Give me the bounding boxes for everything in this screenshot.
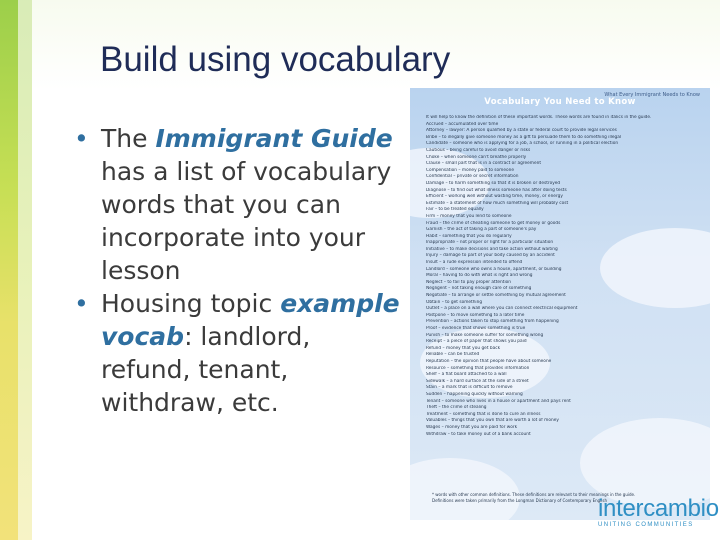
poster-vocab-list <box>426 115 698 438</box>
left-stripe-light-decoration <box>18 0 32 540</box>
poster-vocab-line: Sidewalk – a hard surface at the side of a street <box>426 378 529 384</box>
poster-vocab-line: Prevention – actions taken to stop something from happening <box>426 319 559 325</box>
poster-vocab-line: Bribe – to illegally give someone money as a gift to persuade them to do something illegal <box>426 134 622 140</box>
poster-vocab-line: Cautious – being careful to avoid danger or risks <box>426 147 531 153</box>
poster-vocab-line: Tenant – someone who lives in a house or apartment and pays rent <box>426 398 571 404</box>
poster-vocab-line: Punish – to make someone suffer for something wrong <box>426 332 544 338</box>
bullet-2-emphasis: example vocab <box>101 289 400 351</box>
poster-vocab-line: Inappropriate – not proper or right for a particular situation <box>426 240 554 246</box>
poster-vocab-line: Damage – to harm something so that it is broken or destroyed <box>426 180 561 186</box>
poster-vocab-line: Attorney – lawyer: A person qualified by a state or federal court to provide legal services <box>426 128 617 134</box>
poster-vocab-line: It will help to know the definition of these important words. These words are found in italics in the guide. <box>426 115 652 120</box>
poster-subtitle: What Every Immigrant Needs to Know <box>604 92 700 98</box>
poster-vocab-line: Initiative – to make decisions and take action without waiting <box>426 246 558 252</box>
bullet-2-rest: : landlord, refund, tenant, withdraw, etc. <box>101 322 311 417</box>
poster-vocab-line: Injury – damage to part of your body caused by an accident <box>426 253 555 259</box>
poster-vocab-line: Obtain – to get something <box>426 299 483 305</box>
poster-vocab-line: Wages – money that you are paid for work <box>426 424 518 430</box>
poster-vocab-line: Fair – to be treated equally <box>426 207 484 213</box>
poster-vocab-line: Compensation – money paid to someone <box>426 167 515 173</box>
bullet-item-housing-vocab <box>74 287 404 419</box>
poster-vocab-line: Proof – evidence that shows something is true <box>426 326 526 331</box>
poster-vocab-line: Postpone – to move something to a later time <box>426 312 525 318</box>
poster-vocab-line: Moral – having to do with what is right and wrong <box>426 273 533 279</box>
slide-title: Build using vocabulary <box>100 40 451 79</box>
bullet-item-immigrant-guide <box>74 122 404 287</box>
poster-vocab-line: Refund – money that you get back <box>426 345 501 351</box>
poster-vocab-line: Clause – small part that is in a contract or agreement <box>426 161 542 167</box>
poster-vocab-line: Diagnose – to find out what illness someone has after doing tests <box>426 187 567 193</box>
poster-vocab-line: Theft – the crime of stealing <box>426 405 487 411</box>
poster-vocab-line: Reliable – can be trusted <box>426 352 480 358</box>
logo-name: intercambio <box>598 495 719 522</box>
poster-vocab-line: Garnish – the act of taking a part of someone's pay <box>426 227 537 233</box>
poster-vocab-line: Negligent – not taking enough care of something <box>426 286 532 292</box>
poster-vocab-line: Estimate – a statement of how much something will probably cost <box>426 200 569 206</box>
cloud-shape <box>410 458 520 520</box>
poster-vocab-line: Neglect – to fail to pay proper attention <box>426 279 512 285</box>
poster-vocab-line: Shelf – a flat board attached to a wall <box>426 372 507 378</box>
poster-vocab-line: Candidate – someone who is applying for a job, a school, or running in a political election <box>426 141 619 147</box>
bullet-2-prefix: Housing topic <box>101 289 281 318</box>
poster-vocab-line: Stain – a mark that is difficult to remove <box>426 385 513 391</box>
poster-vocab-line: Outlet – a place on a wall where you can connect electrical equipment <box>426 306 578 312</box>
intercambio-logo <box>598 495 719 528</box>
poster-vocab-line: Sudden – happening quickly without warning <box>426 391 523 397</box>
poster-footnote-1: * words with other common definitions. These definitions are relevant to their meanings in the guide. <box>432 492 636 497</box>
poster-vocab-line: Receipt – a piece of paper that shows you paid <box>426 339 527 345</box>
bullet-1-rest: has a list of vocabulary words that you can incorporate into your lesson <box>101 157 392 285</box>
poster-vocab-line: Landlord – someone who owns a house, apartment, or building <box>426 266 562 272</box>
poster-vocab-line: Withdraw – to take money out of a bank account <box>426 431 531 437</box>
bullet-1-prefix: The <box>101 124 156 153</box>
bullet-list <box>74 122 404 419</box>
poster-vocab-line: Accrued – accumulated over time <box>426 121 499 127</box>
poster-vocab-line: Habit – something that you do regularly <box>426 233 512 239</box>
poster-footnote-2: Definitions were taken primarily from the Longman Dictionary of Contemporary English <box>432 498 608 503</box>
poster-vocab-line: Confidential – private or secret information <box>426 174 519 180</box>
logo-tagline: UNITING COMMUNITIES <box>598 522 694 528</box>
poster-vocab-line: Firm – money that you lend to someone <box>426 213 512 219</box>
poster-vocab-line: Resource – something that provides information <box>426 365 530 371</box>
poster-vocab-line: Fraud – the crime of cheating someone to get money or goods <box>426 220 561 226</box>
poster-vocab-line: Treatment – something that is done to cure an illness <box>426 411 541 417</box>
poster-heading: Vocabulary You Need to Know <box>484 97 636 107</box>
left-stripe-decoration <box>0 0 18 540</box>
vocabulary-poster-image <box>410 88 719 522</box>
poster-vocab-line: Negotiate – to arrange or settle something by mutual agreement <box>426 293 566 299</box>
bullet-1-emphasis: Immigrant Guide <box>155 124 393 153</box>
poster-vocab-line: Efficient – working well without wasting time, money, or energy <box>426 194 563 200</box>
poster-vocab-line: Valuables – things that you own that are worth a lot of money <box>426 418 559 424</box>
poster-vocab-line: Insult – a rude expression intended to offend <box>426 260 523 266</box>
poster-vocab-line: Choke – when someone can't breathe properly <box>426 154 527 160</box>
poster-vocab-line: Reputation – the opinion that people have about someone <box>426 358 552 364</box>
